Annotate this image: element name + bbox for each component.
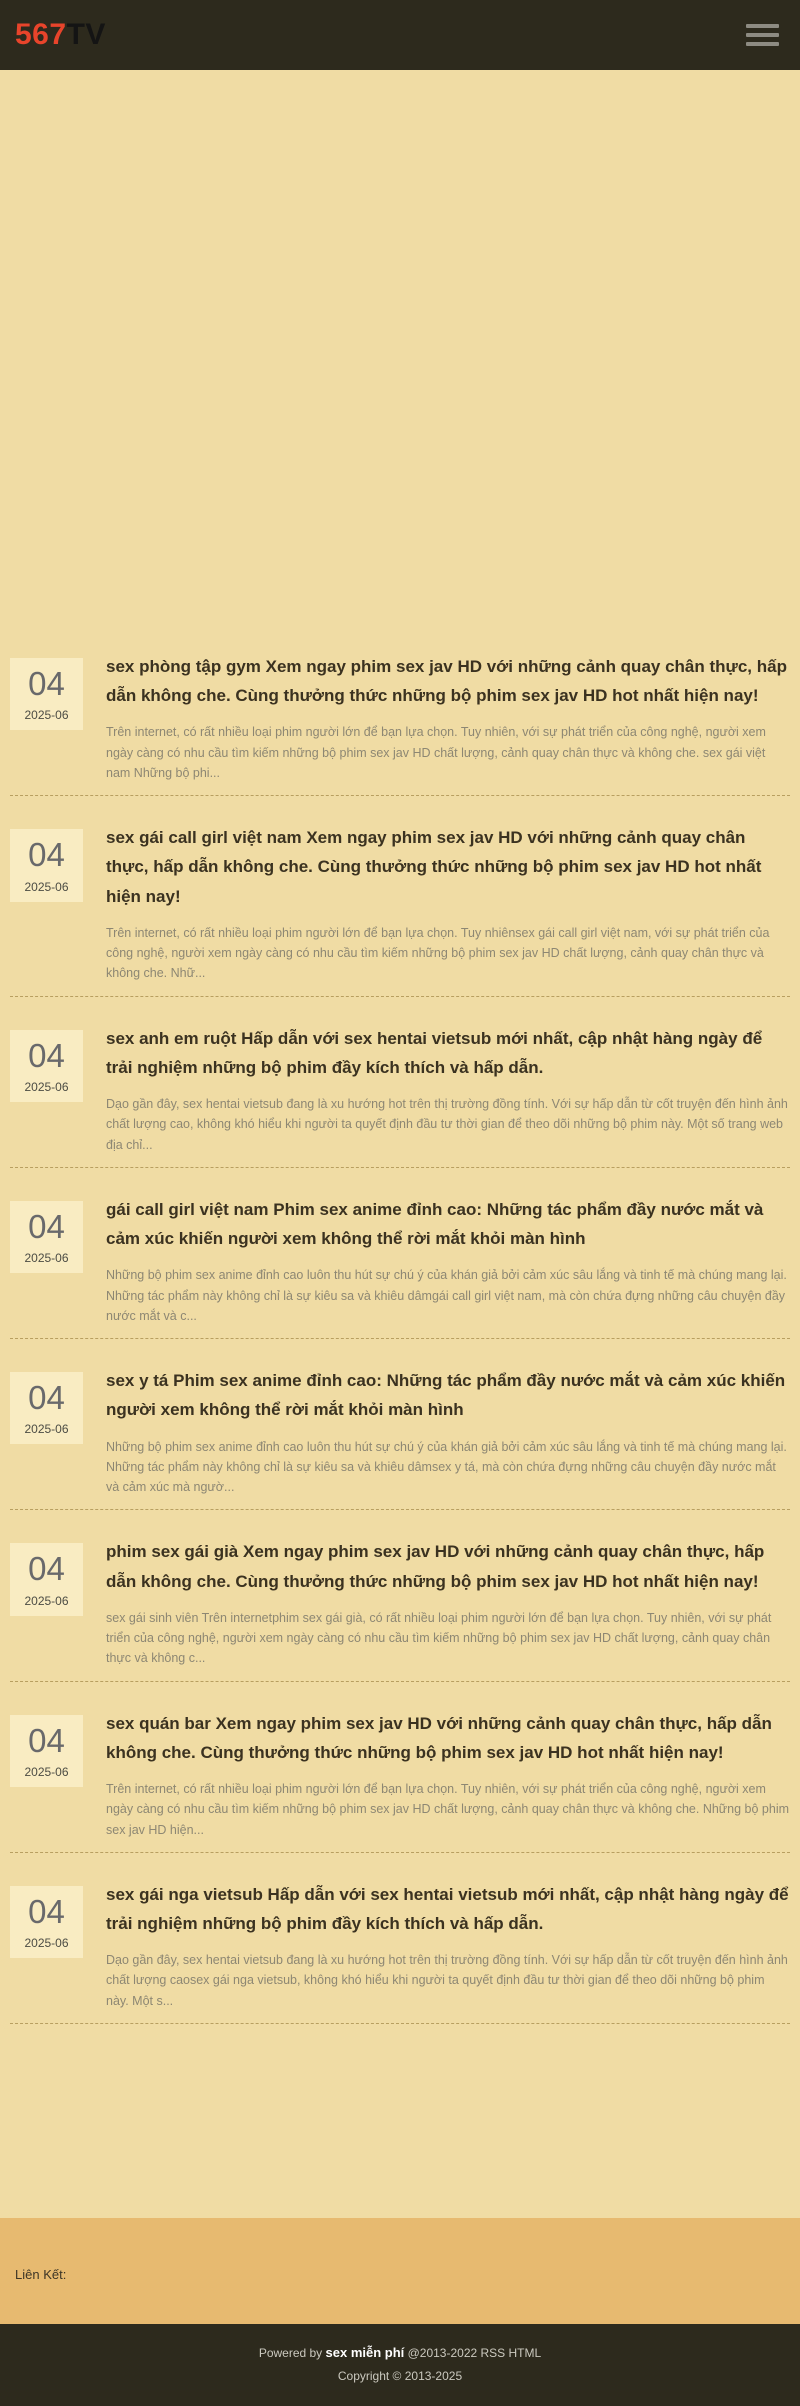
date-day: 04 — [28, 1892, 65, 1930]
date-day: 04 — [28, 836, 65, 874]
article-title-link[interactable]: sex quán bar Xem ngay phim sex jav HD với những cảnh quay chân thực, hấp dẫn không che. Cùng thưởng thức những bộ phim sex jav HD hot nhất hiện nay! — [106, 1713, 772, 1762]
date-badge — [10, 1543, 83, 1615]
date-day: 04 — [28, 1036, 65, 1074]
article-item — [10, 997, 790, 1168]
article-title-link[interactable]: sex y tá Phim sex anime đỉnh cao: Những tác phẩm đầy nước mắt và cảm xúc khiến người xem không thể rời mắt khỏi màn hình — [106, 1371, 786, 1420]
copyright-line: Copyright © 2013-2025 — [337, 2369, 463, 2383]
article-excerpt: Trên internet, có rất nhiều loại phim người lớn để bạn lựa chọn. Tuy nhiên, với sự phát triển của công nghệ, người xem ngày càng có nhu cầu tìm kiếm những bộ phim sex jav HD chất lượng, cảnh quay chân thực và không che. sex gái việt nam Những bộ phi... — [106, 725, 766, 780]
date-year-month: 2025-06 — [24, 1936, 69, 1951]
date-badge — [10, 1715, 83, 1787]
article-excerpt: Trên internet, có rất nhiều loại phim người lớn để bạn lựa chọn. Tuy nhiênsex gái call girl việt nam, với sự phát triển của công nghệ, người xem ngày càng có nhu cầu tìm kiếm những bộ phim sex jav HD chất lượng, cảnh quay chân thực và không che. Nhữ... — [106, 925, 770, 981]
article-item — [10, 1510, 790, 1681]
article-body — [106, 658, 790, 783]
article-body — [106, 1201, 790, 1326]
site-header — [0, 0, 800, 70]
date-year-month: 2025-06 — [24, 1079, 69, 1094]
article-excerpt: Những bộ phim sex anime đỉnh cao luôn thu hút sự chú ý của khán giả bởi cảm xúc sâu lắng và tinh tế mà chúng mang lại. Những tác phẩm này không chỉ là sự kiêu sa và khiêu dâmsex y tá, mà còn chứa đựng những câu chuyện đầy nước mắt và cảm xúc mà ngườ... — [106, 1439, 787, 1495]
article-title-link[interactable]: phim sex gái già Xem ngay phim sex jav HD với những cảnh quay chân thực, hấp dẫn không che. Cùng thưởng thức những bộ phim sex jav HD hot nhất hiện nay! — [106, 1542, 765, 1591]
date-year-month: 2025-06 — [24, 1764, 69, 1779]
date-year-month: 2025-06 — [24, 1593, 69, 1608]
date-year-month: 2025-06 — [24, 708, 69, 723]
article-list — [10, 658, 790, 2024]
date-year-month: 2025-06 — [24, 1422, 69, 1437]
site-footer — [0, 2324, 800, 2406]
date-badge — [10, 829, 83, 901]
main-content — [0, 70, 800, 2218]
article-item — [10, 796, 790, 996]
footer-brand-link[interactable]: sex miễn phí — [325, 2345, 405, 2360]
date-year-month: 2025-06 — [24, 1251, 69, 1266]
powered-suffix: @2013-2022 RSS HTML — [404, 2346, 542, 2360]
article-body — [106, 829, 790, 983]
article-item — [10, 1168, 790, 1339]
article-body — [106, 1543, 790, 1668]
date-day: 04 — [28, 1379, 65, 1417]
powered-prefix: Powered by — [258, 2346, 326, 2360]
article-excerpt: Trên internet, có rất nhiều loại phim người lớn để bạn lựa chọn. Tuy nhiên, với sự phát triển của công nghệ, người xem ngày càng có nhu cầu tìm kiếm những bộ phim sex jav HD chất lượng, cảnh quay chân thực và không che. Những bộ phim sex jav HD hiện... — [106, 1782, 790, 1837]
date-year-month: 2025-06 — [24, 879, 69, 894]
article-excerpt: Những bộ phim sex anime đỉnh cao luôn thu hút sự chú ý của khán giả bởi cảm xúc sâu lắng và tinh tế mà chúng mang lại. Những tác phẩm này không chỉ là sự kiêu sa và khiêu dâmgái call girl việt nam, mà còn chứa đựng những câu chuyện đầy nước mắt và c... — [106, 1268, 787, 1323]
article-excerpt: Dạo gần đây, sex hentai vietsub đang là xu hướng hot trên thị trường đồng tính. Với sự hấp dẫn từ cốt truyện đến hình ảnh chất lượng caosex gái nga vietsub, không khó hiểu khi người ta quyết định đầu tư thời gian để theo dõi những bộ phim này. Một s... — [106, 1953, 788, 2008]
date-badge — [10, 1886, 83, 1958]
date-day: 04 — [28, 665, 65, 702]
hamburger-bar — [746, 24, 779, 28]
article-excerpt: Dạo gần đây, sex hentai vietsub đang là xu hướng hot trên thị trường đồng tính. Với sự hấp dẫn từ cốt truyện đến hình ảnh chất lượng cao, không khó hiểu khi người ta quyết định đầu tư thời gian để theo dõi những bộ phim này. Một số trang web địa chỉ... — [106, 1097, 788, 1152]
article-title-link[interactable]: gái call girl việt nam Phim sex anime đỉnh cao: Những tác phẩm đầy nước mắt và cảm xúc khiến người xem không thể rời mắt khỏi màn hình — [106, 1199, 764, 1249]
logo-text-tv: TV — [66, 18, 106, 51]
article-body — [106, 1886, 790, 2011]
date-badge — [10, 1201, 83, 1273]
article-body — [106, 1715, 790, 1840]
hamburger-bar — [746, 33, 779, 37]
logo-text-567: 567 — [15, 18, 67, 51]
links-section — [0, 2218, 800, 2324]
date-day: 04 — [28, 1207, 65, 1245]
article-title-link[interactable]: sex gái nga vietsub Hấp dẫn với sex hentai vietsub mới nhất, cập nhật hàng ngày để trải nghiệm những bộ phim đầy kích thích và hấp dẫn. — [106, 1884, 789, 1933]
article-title-link[interactable]: sex anh em ruột Hấp dẫn với sex hentai vietsub mới nhất, cập nhật hàng ngày để trải nghiệm những bộ phim đầy kích thích và hấp dẫn. — [106, 1028, 763, 1077]
article-excerpt: sex gái sinh viên Trên internetphim sex gái già, có rất nhiều loại phim người lớn để bạn lựa chọn. Tuy nhiên, với sự phát triển của công nghệ, người xem ngày càng có nhu cầu tìm kiếm những bộ phim sex jav HD chất lượng, cảnh quay chân thực và không c... — [106, 1610, 772, 1666]
date-badge — [10, 658, 83, 730]
site-logo[interactable] — [15, 20, 106, 50]
article-body — [106, 1372, 790, 1497]
date-badge — [10, 1030, 83, 1102]
date-badge — [10, 1372, 83, 1444]
article-item — [10, 1853, 790, 2024]
links-label: Liên Kết: — [15, 2267, 67, 2282]
article-item — [10, 1339, 790, 1510]
hamburger-menu-icon[interactable] — [746, 22, 779, 48]
article-title-link[interactable]: sex gái call girl việt nam Xem ngay phim sex jav HD với những cảnh quay chân thực, hấp dẫn không che. Cùng thưởng thức những bộ phim sex jav HD hot nhất hiện nay! — [106, 828, 762, 906]
date-day: 04 — [28, 1550, 65, 1588]
article-item — [10, 658, 790, 796]
article-body — [106, 1030, 790, 1155]
article-item — [10, 1682, 790, 1853]
article-title-link[interactable]: sex phòng tập gym Xem ngay phim sex jav HD với những cảnh quay chân thực, hấp dẫn không che. Cùng thưởng thức những bộ phim sex jav HD hot nhất hiện nay! — [106, 657, 787, 706]
hamburger-bar — [746, 42, 779, 46]
ad-space-placeholder — [10, 70, 790, 658]
powered-by-line — [0, 2345, 800, 2360]
date-day: 04 — [28, 1721, 65, 1759]
